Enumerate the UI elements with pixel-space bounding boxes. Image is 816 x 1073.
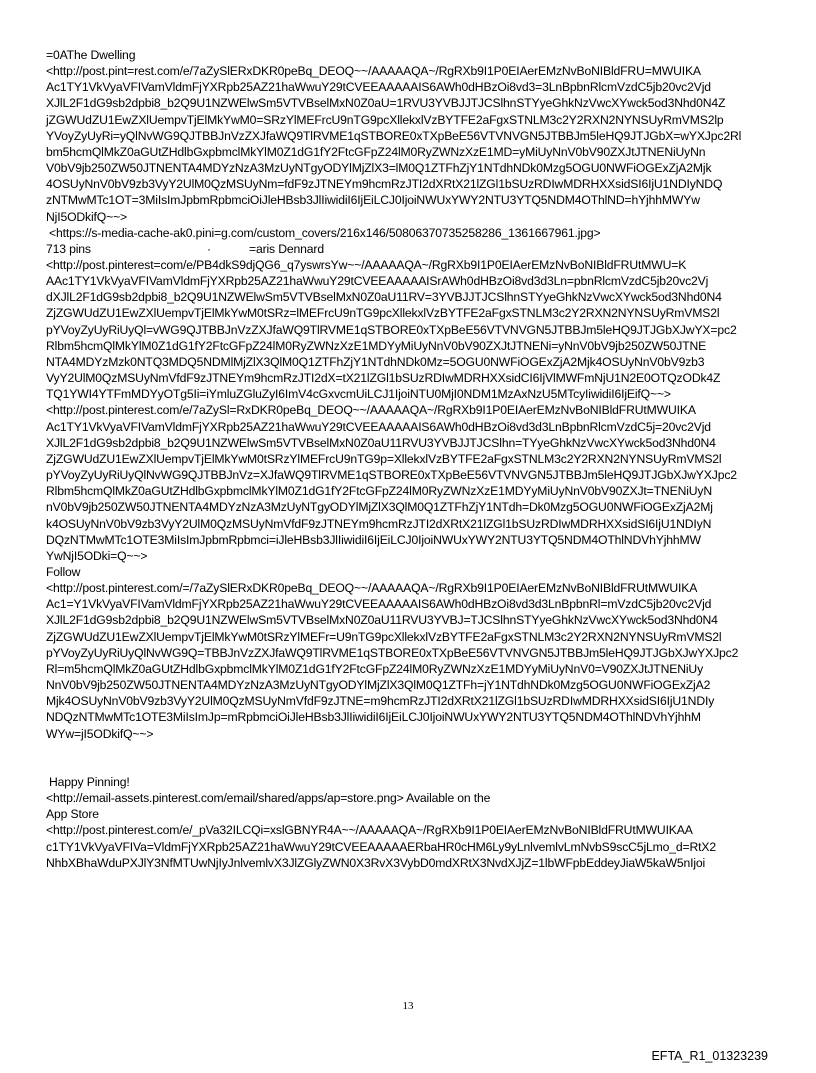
text-line: ZjZGWUdZU1EwZXlUempvTjElMkYwM0tSRzYlMEFrcU9nTG9p=XllekxlVzBYTFE2aFgxSTNLM3c2Y2RXN2NYNSUyRmVMS2l xyxy=(46,451,722,466)
text-line: =0AThe Dwelling xyxy=(46,48,136,62)
text-line: pYVoyZyUyRiUyQlNvWG9Q=TBBJnVzZXJfaWQ9TlRVME1qSTBORE0xTXpBeE56VTVNVGN5JTBBJm5leHQ9JTJGbXJwYXJpc2 xyxy=(46,645,739,660)
text-line: NnV0bV9jb250ZW50JTNENTA4MDYzNzA3MzUyNTgyODYlMjZlX3QlM0Q1ZTFh=jY1NTdhNDk0Mzg5OGU0NWFiOGExZjA2 xyxy=(46,678,711,693)
text-line: AAc1TY1VkVyaVFIVamVldmFjYXRpb25AZ21haWwuY29tCVEEAAAAAISrAWh0dHBzOi8vd3d3Ln=pbnRlcmVzdC5jb20vc2Vj xyxy=(46,274,709,289)
link-line[interactable]: <http://post.pinterest.com/=/7aZySlERxDKR0peBq_DEOQ~~/AAAAAQA~/RgRXb9I1P0EIAerEMzNvBoNIBldFRUtMWUIKA xyxy=(46,581,698,596)
page-number: 13 xyxy=(402,1000,414,1012)
blank-line xyxy=(46,758,776,774)
text-line: Rlbm5hcmQlMkYlM0Z1dG1fY2FtcGFpZ24lM0RyZWNzXzE1MDYyMiUyNnV0bV90ZXJtJTNENi=yNnV0bV9jb250ZW50JTNE xyxy=(46,338,707,353)
text-line: DQzNTMwMTc1OTE3MiIsImJpbmRpbmci=iJleHBsb3JlIiwidiI6IjEiLCJ0IjoiNWUxYWY2NTU3YTQ5NDM4OThlNDVhYjhhMW xyxy=(46,532,701,547)
text-line: Ac1TY1VkVyaVFIVamVldmFjYXRpb25AZ21haWwuY29tCVEEAAAAAIS6AWh0dHBzOi8vd3=3LnBpbnRlcmVzdC5jb20vc2Vjd xyxy=(46,80,711,95)
link-line[interactable]: <http://email-assets.pinterest.com/email/shared/apps/ap=store.png> Available on the xyxy=(46,791,491,806)
text-line: pYVoyZyUyRiUyQl=vWG9QJTBBJnVzZXJfaWQ9TlRVME1qSTBORE0xTXpBeE56VTVNVGN5JTBBJm5leHQ9JTJGbXJwYX=pc2 xyxy=(46,322,737,337)
text-line: App Store xyxy=(46,807,99,822)
text-line: 4OSUyNnV0bV9zb3VyY2UlM0QzMSUyNm=fdF9zJTNEYm9hcmRzJTI2dXRtX21lZGl1bSUzRDIwMDRHXXsidSI6IjU1NDIyNDQ xyxy=(46,177,723,192)
text-line: Ac1=Y1VkVyaVFIVamVldmFjYXRpb25AZ21haWwuY29tCVEEAAAAAIS6AWh0dHBzOi8vd3d3LnBpbnRl=mVzdC5jb20vc2Vjd xyxy=(46,597,712,612)
text-line: dXJlL2F1dG9sb2dpbi8_b2Q9U1NZWElwSm5VTVBselMxN0Z0aU11RV=3YVBJJTJCSlhnSTYyeGhkNzVwcXYwck5od3Nhd0N4 xyxy=(46,290,722,305)
text-line: YVoyZyUyRi=yQlNvWG9QJTBBJnVzZXJfaWQ9TlRVME1qSTBORE0xTXpBeE56VTVNVGN5JTBBJm5leHQ9JTJGbX=wYXJpc2Rl xyxy=(46,128,742,143)
text-line: NTA4MDYzMzk0NTQ3MDQ5NDMlMjZlX3QlM0Q1ZTFhZjY1NTdhNDk0Mz=5OGU0NWFiOGExZjA2Mjk4OSUyNnV0bV9zb3 xyxy=(46,354,705,369)
pin-author: =aris Dennard xyxy=(249,241,324,256)
link-line[interactable]: <https://s-media-cache-ak0.pini=g.com/custom_covers/216x146/50806370735258286_1361667961.jpg> xyxy=(49,225,601,240)
link-line[interactable]: <http://post.pinterest=com/e/PB4dkS9djQG6_q7yswrsYw~~/AAAAAQA~/RgRXb9I1P0EIAerEMzNvBoNIBldFRUtMWU=K xyxy=(46,258,687,273)
text-line: V0bV9jb250ZW50JTNENTA4MDYzNzA3MzUyNTgyODYlMjZlX3=lM0Q1ZTFhZjY1NTdhNDk0Mzg5OGU0NWFiOGExZjA2Mjk xyxy=(46,161,712,176)
link-line[interactable]: <http://post.pinterest.com/e/_pVa32ILCQi=xslGBNYR4A~~/AAAAAQA~/RgRXb9I1P0EIAerEMzNvBoNIBldFRUtMWUIKAA xyxy=(46,823,693,838)
text-line: zNTMwMTc1OT=3MiIsImJpbmRpbmciOiJleHBsb3JlIiwidiI6IjEiLCJ0IjoiNWUxYWY2NTU3YTQ5NDM4OThlND=hYjhhMWYw xyxy=(46,193,700,208)
text-line: NjI5ODkifQ~~> xyxy=(46,209,128,224)
text-line: nV0bV9jb250ZW50JTNENTA4MDYzNzA3MzUyNTgyODYlMjZlX3QlM0Q1ZTFhZjY1NTdh=Dk0Mzg5OGU0NWFiOGExZjA2Mj xyxy=(46,500,713,515)
text-line: bm5hcmQlMkZ0aGUtZHdlbGxpbmclMkYlM0Z1dG1fY2FtcGFpZ24lM0RyZWNzXzE1MD=yMiUyNnV0bV90ZXJtJTNENiUyNn xyxy=(46,144,706,159)
text-line: ZjZGWUdZU1EwZXlUempvTjElMkYwM0tSRzYlMEFr=U9nTG9pcXllekxlVzBYTFE2aFgxSTNLM3c2Y2RXN2NYNSUyRmVMS2l xyxy=(46,629,722,644)
text-line: XJlL2F1dG9sb2dpbi8_b2Q9U1NZWElwSm5VTVBselMxN0Z0aU=1RVU3YVBJJTJCSlhnSTYyeGhkNzVwcXYwck5od3Nhd0N4Z xyxy=(46,96,726,111)
link-line[interactable]: <http://post.pinterest.com/e/7aZySl=RxDKR0peBq_DEOQ~~/AAAAAQA~/RgRXb9I1P0EIAerEMzNvBoNIBldFRUtMWUIKA xyxy=(46,403,696,418)
text-line: pYVoyZyUyRiUyQlNvWG9QJTBBJnVz=XJfaWQ9TlRVME1qSTBORE0xTXpBeE56VTVNVGN5JTBBJm5leHQ9JTJGbXJwYXJpc2 xyxy=(46,468,737,483)
text-line: Rlbm5hcmQlMkZ0aGUtZHdlbGxpbmclMkYlM0Z1dG1fY2FtcGFpZ24lM0RyZWNzXzE1MDYyMiUyNnV0bV90ZXJt=TNENiUyN xyxy=(46,484,713,499)
text-line: VyY2UlM0QzMSUyNmVfdF9zJTNEYm9hcmRzJTI2dX=tX21lZGl1bSUzRDIwMDRHXXsidCI6IjVlMWFmNjU1N2E0OTQzODk4Z xyxy=(46,371,721,386)
pins-row xyxy=(46,241,776,257)
text-line: ZjZGWUdZU1EwZXlUempvTjElMkYwM0tSRz=lMEFrcU9nTG9pcXllekxlVzBYTFE2aFgxSTNLM3c2Y2RXN2NYNSUyRmVMS2l xyxy=(46,306,720,321)
text-line: Happy Pinning! xyxy=(49,774,130,789)
text-line: TQ1YWI4YTFmMDYyOTg5Ii=iYmluZGluZyI6ImV4cGxvcmUiLCJ1IjoiNTU0MjI0NDM1MzAxNzU5MTcyIiwidiI6IjEifQ~~> xyxy=(46,387,671,402)
text-line: jZGWUdZU1EwZXlUempvTjElMkYwM0=SRzYlMEFrcU9nTG9pcXllekxlVzBYTFE2aFgxSTNLM3c2Y2RXN2NYNSUyRmVMS2lp xyxy=(46,112,724,127)
email-body xyxy=(46,47,776,871)
text-line: k4OSUyNnV0bV9zb3VyY2UlM0QzMSUyNmVfdF9zJTNEYm9hcmRzJTI2dXRtX21lZGl1bSUzRDIwMDRHXXsidSI6IjU1NDIyN xyxy=(46,516,712,531)
blank-line xyxy=(46,742,776,758)
text-line: NhbXBhaWduPXJlY3NfMTUwNjIyJnlvemlvX3JlZGlyZWN0X3RvX3VybD0mdXRtX3NvdXJjZ=1lbWFpbEddeyJiaW5kaW5nIjoi xyxy=(46,855,706,870)
text-line: YwNjI5ODki=Q~~> xyxy=(46,548,148,563)
text-line: c1TY1VkVyaVFIVa=VldmFjYXRpb25AZ21haWwuY29tCVEEAAAAAERbaHR0cHM6Ly9yLnlvemlvLmNvbS9scC5jLmo_d=RtX2 xyxy=(46,839,716,854)
text-line: Rl=m5hcmQlMkZ0aGUtZHdlbGxpbmclMkYlM0Z1dG1fY2FtcGFpZ24lM0RyZWNzXzE1MDYyMiUyNnV0=V90ZXJtJTNENiUy xyxy=(46,661,704,676)
text-line: XJlL2F1dG9sb2dpbi8_b2Q9U1NZWElwSm5VTVBselMxN0Z0aU11RVU3YVBJ=TJCSlhnSTYyeGhkNzVwcXYwck5od3Nhd0N4 xyxy=(46,613,718,628)
text-line: Mjk4OSUyNnV0bV9zb3VyY2UlM0QzMSUyNmVfdF9zJTNE=m9hcmRzJTI2dXRtX21lZGl1bSUzRDIwMDRHXXsidSI6IjU1NDIy xyxy=(46,694,715,709)
text-line: Ac1TY1VkVyaVFIVamVldmFjYXRpb25AZ21haWwuY29tCVEEAAAAAIS6AWh0dHBzOi8vd3d3LnBpbnRlcmVzdC5j=20vc2Vjd xyxy=(46,419,711,434)
pin-count: 713 pins xyxy=(46,241,91,256)
separator-dot: · xyxy=(207,241,211,256)
text-line: Follow xyxy=(46,564,81,579)
text-line: XJlL2F1dG9sb2dpbi8_b2Q9U1NZWElwSm5VTVBselMxN0Z0aU11RVU3YVBJJTJCSlhn=TYyeGhkNzVwcXYwck5od3Nhd0N4 xyxy=(46,435,716,450)
link-line[interactable]: <http://post.pint=rest.com/e/7aZySlERxDKR0peBq_DEOQ~~/AAAAAQA~/RgRXb9I1P0EIAerEMzNvBoNIBldFRU=MWUIKA xyxy=(46,64,701,79)
document-id: EFTA_R1_01323239 xyxy=(651,1049,768,1063)
text-line: NDQzNTMwMTc1OTE3MiIsImJp=mRpbmciOiJleHBsb3JlIiwidiI6IjEiLCJ0IjoiNWUxYWY2NTU3YTQ5NDM4OThlNDVhYjhhM xyxy=(46,710,701,725)
text-line: WYw=jI5ODkifQ~~> xyxy=(46,726,154,741)
